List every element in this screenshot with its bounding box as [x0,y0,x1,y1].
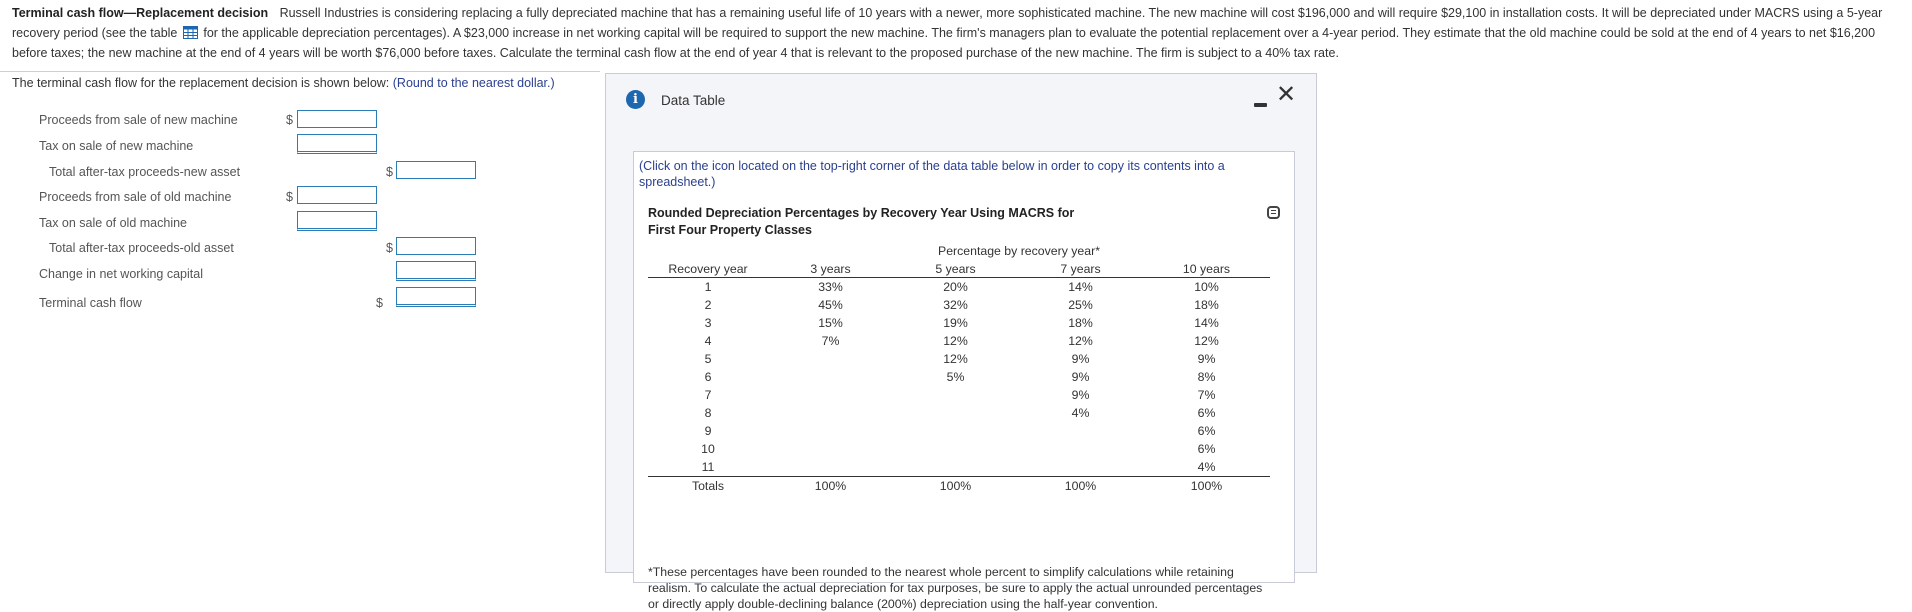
table-cell: 6% [1197,424,1216,438]
table-cell: 9% [1071,352,1090,366]
problem-title: Terminal cash flow—Replacement decision [12,6,269,20]
table-cell [768,440,893,458]
table-cell [768,386,893,404]
table-row [648,332,1270,350]
info-icon: i [626,90,645,109]
table-cell: 6% [1197,442,1216,456]
close-icon[interactable]: ✕ [1276,81,1297,108]
table-row [648,386,1270,404]
table-cell [768,404,893,422]
table-row [648,368,1270,386]
problem-text-1: Russell Industries is considering replacing a fully depreciated machine that has a remaining useful life of 10 years with a newer, more sophisticated machine. The new machine will cost $196,000 and will require $29,100 in installation costs. It will be depreciated under MACRS using a 5-year recovery period (see the table [12,6,1883,40]
table-cell [768,458,893,477]
table-cell: 12% [1068,334,1093,348]
table-cell: 25% [1068,298,1093,312]
dollar-sign: $ [386,165,393,179]
table-cell [893,404,1018,422]
table-row [648,278,1270,297]
label-tax-new: Tax on sale of new machine [39,139,194,153]
table-cell: 10 [701,442,715,456]
totals-row [648,477,1270,496]
table-cell: 4% [1071,406,1090,420]
copy-icon[interactable] [1267,206,1280,219]
table-cell [1018,440,1143,458]
table-row [648,404,1270,422]
data-table-dialog [605,73,1317,611]
input-proceeds-new[interactable] [297,110,377,128]
dollar-sign: $ [286,190,293,204]
table-title-line2: First Four Property Classes [648,223,812,237]
table-cell: 4% [1197,460,1216,474]
table-row [648,314,1270,332]
table-title-line1: Rounded Depreciation Percentages by Recovery Year Using MACRS for [648,206,1075,220]
dialog-title: Data Table [661,93,726,108]
table-cell: 7 [704,388,712,402]
instruction-text: The terminal cash flow for the replacement decision is shown below: [12,76,390,90]
table-header-row [648,260,1270,278]
instruction-note: (Round to the nearest dollar.) [392,76,555,90]
data-table-panel [633,151,1295,611]
dollar-sign: $ [286,113,293,127]
table-cell: 5% [946,370,965,384]
table-cell: 100% [1143,477,1270,496]
table-title [648,205,1074,239]
table-cell: Totals [648,477,768,496]
table-cell: 14% [1194,316,1219,330]
table-cell: 8% [1197,370,1216,384]
col-header: Recovery year [648,260,768,278]
instruction [12,76,555,90]
input-proceeds-old[interactable] [297,186,377,204]
table-cell [768,422,893,440]
table-cell [1018,422,1143,440]
label-total-new: Total after-tax proceeds-new asset [49,165,241,179]
table-cell: 100% [768,477,893,496]
table-cell: 14% [1068,280,1093,294]
input-terminal-cash-flow[interactable] [396,287,476,307]
table-cell: 2 [704,298,712,312]
table-cell [893,458,1018,477]
table-cell: 4 [704,334,712,348]
label-terminal-cash-flow: Terminal cash flow [39,296,142,310]
table-cell: 9% [1071,370,1090,384]
table-cell: 100% [1018,477,1143,496]
table-cell: 5 [704,352,712,366]
input-tax-new[interactable] [297,134,377,154]
table-cell [893,440,1018,458]
table-cell: 18% [1194,298,1219,312]
problem-text-2: for the applicable depreciation percentages). A $23,000 increase in net working capital will be required to support the new machine. The firm's managers plan to evaluate the potential replacement over a 4-year period. They estimate that the old machine could be sold at the end of 4 years to net $16,200 before taxes; the new machine at the end of 4 years will be worth $76,000 before taxes. Calculate the terminal cash flow at the end of year 4 that is relevant to the proposed purchase of the new machine. The firm is subject to a 40% tax rate. [12,26,1876,60]
col-header: 7 years [1018,260,1143,278]
input-total-old[interactable] [396,237,476,255]
table-cell: 45% [818,298,843,312]
table-cell: 6 [704,370,712,384]
table-cell: 10% [1194,280,1219,294]
col-header: 10 years [1143,260,1270,278]
label-nwc: Change in net working capital [39,267,203,281]
table-cell: 7% [821,334,840,348]
table-cell: 15% [818,316,843,330]
input-total-new[interactable] [396,161,476,179]
problem-statement [12,3,1902,63]
table-cell: 100% [893,477,1018,496]
input-nwc[interactable] [396,261,476,281]
table-cell: 32% [943,298,968,312]
label-total-old: Total after-tax proceeds-old asset [49,241,234,255]
table-cell: 3 [704,316,712,330]
table-cell: 12% [1194,334,1219,348]
table-row [648,296,1270,314]
input-tax-old[interactable] [297,211,377,231]
dollar-sign: $ [386,241,393,255]
table-cell: 7% [1197,388,1216,402]
table-cell: 12% [943,352,968,366]
divider [0,71,600,72]
col-header: 5 years [893,260,1018,278]
table-row [648,440,1270,458]
table-cell: 18% [1068,316,1093,330]
minimize-icon[interactable] [1254,103,1267,107]
label-proceeds-new: Proceeds from sale of new machine [39,113,238,127]
pct-header: Percentage by recovery year* [938,244,1100,258]
copy-instruction: (Click on the icon located on the top-right corner of the data table below in order to copy its contents into a spreadsheet.) [639,159,1225,189]
table-cell: 9% [1071,388,1090,402]
table-cell: 9% [1197,352,1216,366]
col-header: 3 years [768,260,893,278]
table-icon[interactable] [183,26,198,39]
table-cell: 1 [704,280,712,294]
table-cell [768,368,893,386]
macrs-table [648,242,1270,495]
table-cell: 12% [943,334,968,348]
dollar-sign: $ [376,296,383,310]
table-cell [893,422,1018,440]
label-tax-old: Tax on sale of old machine [39,216,188,230]
table-cell: 8 [704,406,712,420]
table-cell: 9 [704,424,712,438]
footnote: *These percentages have been rounded to the nearest whole percent to simplify calculations while retaining realism. To calculate the actual depreciation for tax purposes, be sure to apply the actual unrounded percentages or directly apply double-declining balance (200%) depreciation using the half-year convention. [648,565,1263,611]
table-row [648,350,1270,368]
table-cell: 11 [701,460,715,474]
table-row [648,422,1270,440]
table-cell: 6% [1197,406,1216,420]
label-proceeds-old: Proceeds from sale of old machine [39,190,232,204]
table-cell: 20% [943,280,968,294]
table-cell [768,350,893,368]
table-cell [893,386,1018,404]
table-cell: 19% [943,316,968,330]
table-cell [1018,458,1143,477]
table-row [648,458,1270,477]
table-cell: 33% [818,280,843,294]
